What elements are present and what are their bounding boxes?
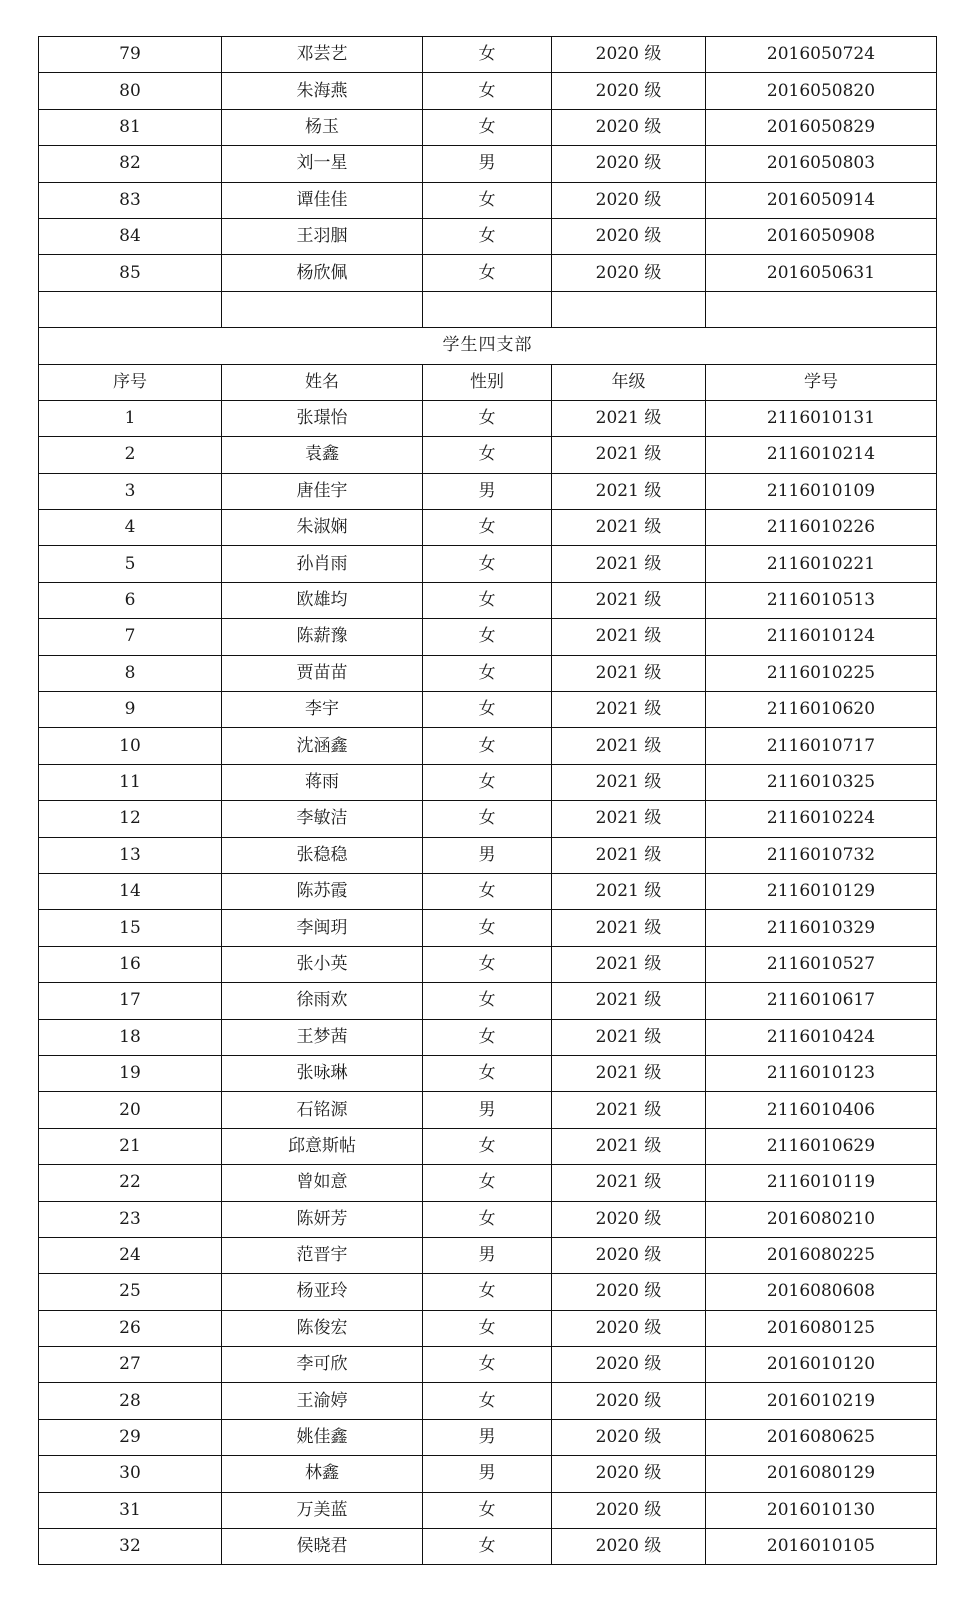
cell-student-id: 2116010629 [706,1128,937,1164]
cell-name: 张小英 [222,946,423,982]
cell-student-id: 2116010424 [706,1019,937,1055]
cell-student-id: 2016010120 [706,1347,937,1383]
section-title: 学生四支部 [39,328,937,364]
cell-name: 张稳稳 [222,837,423,873]
header-row [39,364,937,400]
cell-grade: 2021 级 [552,1128,706,1164]
cell-grade: 2020 级 [552,1310,706,1346]
cell-name: 石铭源 [222,1092,423,1128]
cell-student-id: 2016050914 [706,182,937,218]
cell-index: 85 [39,255,222,291]
cell-name: 陈妍芳 [222,1201,423,1237]
cell-gender: 女 [423,1529,552,1565]
cell-name: 侯晓君 [222,1529,423,1565]
cell-index: 12 [39,801,222,837]
cell-gender: 女 [423,218,552,254]
cell-student-id: 2016080210 [706,1201,937,1237]
cell-name: 陈苏霞 [222,873,423,909]
cell-name: 邓芸艺 [222,37,423,73]
cell-index: 28 [39,1383,222,1419]
cell-name: 杨亚玲 [222,1274,423,1310]
cell-index: 5 [39,546,222,582]
cell-student-id: 2116010527 [706,946,937,982]
cell-index: 80 [39,73,222,109]
table-row [39,1128,937,1164]
cell-name: 朱淑娴 [222,510,423,546]
cell-grade: 2020 级 [552,1529,706,1565]
cell-grade: 2021 级 [552,1055,706,1091]
cell-grade: 2020 级 [552,73,706,109]
cell-index: 18 [39,1019,222,1055]
cell-index: 8 [39,655,222,691]
cell-name: 李闽玥 [222,910,423,946]
cell-gender: 女 [423,255,552,291]
cell-index: 21 [39,1128,222,1164]
header-student-id: 学号 [706,364,937,400]
cell-name: 袁鑫 [222,437,423,473]
table-row [39,619,937,655]
table-row [39,400,937,436]
cell-gender: 女 [423,1492,552,1528]
cell-gender: 女 [423,1128,552,1164]
cell-index: 32 [39,1529,222,1565]
cell-grade: 2020 级 [552,182,706,218]
cell-student-id: 2116010329 [706,910,937,946]
header-index: 序号 [39,364,222,400]
previous-section-rows [39,37,937,292]
table-row [39,1419,937,1455]
cell-gender: 女 [423,510,552,546]
cell-student-id: 2016050803 [706,146,937,182]
cell-student-id: 2016050829 [706,109,937,145]
table-row [39,764,937,800]
cell-index: 23 [39,1201,222,1237]
table-row [39,1310,937,1346]
cell-grade: 2020 级 [552,1237,706,1273]
table-row [39,582,937,618]
table-row [39,1165,937,1201]
cell-index: 4 [39,510,222,546]
cell-gender: 女 [423,764,552,800]
cell-name: 王渝婷 [222,1383,423,1419]
empty-cell [706,291,937,327]
cell-grade: 2020 级 [552,218,706,254]
table-row [39,1274,937,1310]
cell-name: 杨玉 [222,109,423,145]
cell-student-id: 2116010224 [706,801,937,837]
cell-index: 26 [39,1310,222,1346]
cell-student-id: 2116010119 [706,1165,937,1201]
cell-student-id: 2116010513 [706,582,937,618]
cell-name: 万美蓝 [222,1492,423,1528]
cell-grade: 2021 级 [552,764,706,800]
cell-student-id: 2016050631 [706,255,937,291]
cell-index: 83 [39,182,222,218]
cell-index: 2 [39,437,222,473]
cell-index: 15 [39,910,222,946]
cell-name: 李宇 [222,692,423,728]
cell-index: 16 [39,946,222,982]
cell-name: 曾如意 [222,1165,423,1201]
table-row [39,255,937,291]
spacer-row-group [39,291,937,400]
cell-student-id: 2116010221 [706,546,937,582]
table-row [39,837,937,873]
cell-name: 刘一星 [222,146,423,182]
table-row [39,546,937,582]
cell-grade: 2020 级 [552,146,706,182]
cell-index: 19 [39,1055,222,1091]
cell-student-id: 2016080608 [706,1274,937,1310]
cell-grade: 2021 级 [552,619,706,655]
cell-name: 贾苗苗 [222,655,423,691]
cell-name: 欧雄均 [222,582,423,618]
cell-grade: 2021 级 [552,1165,706,1201]
cell-gender: 男 [423,1456,552,1492]
cell-grade: 2020 级 [552,37,706,73]
cell-grade: 2020 级 [552,1419,706,1455]
table-row [39,37,937,73]
table-row [39,655,937,691]
cell-grade: 2021 级 [552,546,706,582]
cell-index: 82 [39,146,222,182]
cell-grade: 2021 级 [552,437,706,473]
empty-cell [423,291,552,327]
cell-index: 79 [39,37,222,73]
table-row [39,1347,937,1383]
cell-gender: 男 [423,837,552,873]
cell-student-id: 2116010123 [706,1055,937,1091]
cell-grade: 2021 级 [552,910,706,946]
cell-gender: 女 [423,1019,552,1055]
table-row [39,510,937,546]
cell-index: 29 [39,1419,222,1455]
cell-grade: 2021 级 [552,873,706,909]
table-row [39,182,937,218]
cell-gender: 男 [423,146,552,182]
table-row [39,218,937,254]
cell-grade: 2021 级 [552,728,706,764]
cell-student-id: 2116010226 [706,510,937,546]
cell-grade: 2021 级 [552,1092,706,1128]
cell-name: 姚佳鑫 [222,1419,423,1455]
table-row [39,910,937,946]
cell-name: 沈涵鑫 [222,728,423,764]
cell-gender: 女 [423,182,552,218]
cell-name: 李敏洁 [222,801,423,837]
table-row [39,1019,937,1055]
cell-student-id: 2116010129 [706,873,937,909]
cell-name: 孙肖雨 [222,546,423,582]
cell-index: 9 [39,692,222,728]
cell-gender: 女 [423,1347,552,1383]
cell-gender: 男 [423,473,552,509]
cell-student-id: 2116010620 [706,692,937,728]
cell-gender: 男 [423,1237,552,1273]
empty-row [39,291,937,327]
cell-index: 30 [39,1456,222,1492]
cell-gender: 女 [423,1310,552,1346]
cell-grade: 2020 级 [552,1274,706,1310]
cell-name: 王羽胭 [222,218,423,254]
cell-student-id: 2116010124 [706,619,937,655]
cell-grade: 2020 级 [552,1456,706,1492]
cell-name: 徐雨欢 [222,983,423,1019]
cell-gender: 女 [423,1165,552,1201]
section-title-row [39,328,937,364]
cell-name: 陈薪豫 [222,619,423,655]
header-grade: 年级 [552,364,706,400]
cell-grade: 2021 级 [552,510,706,546]
cell-index: 3 [39,473,222,509]
cell-student-id: 2016050724 [706,37,937,73]
table-row [39,692,937,728]
cell-index: 81 [39,109,222,145]
cell-grade: 2021 级 [552,801,706,837]
cell-index: 10 [39,728,222,764]
cell-student-id: 2116010732 [706,837,937,873]
member-roster-table [38,36,937,1565]
cell-name: 邱意斯帖 [222,1128,423,1164]
table-row [39,1055,937,1091]
cell-name: 陈俊宏 [222,1310,423,1346]
cell-student-id: 2116010325 [706,764,937,800]
cell-gender: 女 [423,437,552,473]
cell-student-id: 2116010214 [706,437,937,473]
cell-grade: 2020 级 [552,255,706,291]
cell-gender: 女 [423,983,552,1019]
cell-gender: 女 [423,37,552,73]
cell-name: 蒋雨 [222,764,423,800]
cell-gender: 女 [423,910,552,946]
cell-grade: 2021 级 [552,1019,706,1055]
cell-gender: 女 [423,728,552,764]
cell-grade: 2021 级 [552,946,706,982]
cell-gender: 女 [423,655,552,691]
cell-student-id: 2016010105 [706,1529,937,1565]
cell-student-id: 2016010219 [706,1383,937,1419]
empty-cell [39,291,222,327]
cell-name: 范晋宇 [222,1237,423,1273]
cell-index: 84 [39,218,222,254]
cell-index: 1 [39,400,222,436]
table-row [39,473,937,509]
cell-name: 林鑫 [222,1456,423,1492]
cell-name: 张璟怡 [222,400,423,436]
cell-index: 13 [39,837,222,873]
cell-student-id: 2116010617 [706,983,937,1019]
cell-grade: 2020 级 [552,1383,706,1419]
header-gender: 性别 [423,364,552,400]
cell-name: 王梦茜 [222,1019,423,1055]
table-row [39,728,937,764]
table-row [39,109,937,145]
cell-name: 张咏琳 [222,1055,423,1091]
cell-student-id: 2016080129 [706,1456,937,1492]
table-row [39,1237,937,1273]
cell-index: 14 [39,873,222,909]
cell-gender: 女 [423,619,552,655]
table-row [39,946,937,982]
cell-index: 7 [39,619,222,655]
cell-name: 杨欣佩 [222,255,423,291]
cell-gender: 女 [423,1383,552,1419]
cell-student-id: 2116010109 [706,473,937,509]
cell-grade: 2021 级 [552,692,706,728]
cell-student-id: 2016050820 [706,73,937,109]
cell-student-id: 2116010406 [706,1092,937,1128]
header-name: 姓名 [222,364,423,400]
cell-gender: 女 [423,546,552,582]
cell-gender: 女 [423,73,552,109]
table-row [39,983,937,1019]
cell-grade: 2021 级 [552,400,706,436]
cell-student-id: 2016010130 [706,1492,937,1528]
cell-gender: 女 [423,692,552,728]
cell-student-id: 2116010131 [706,400,937,436]
cell-grade: 2020 级 [552,1492,706,1528]
cell-index: 27 [39,1347,222,1383]
table-row [39,1456,937,1492]
cell-student-id: 2016080225 [706,1237,937,1273]
empty-cell [552,291,706,327]
section-rows [39,400,937,1565]
empty-cell [222,291,423,327]
cell-gender: 女 [423,1274,552,1310]
cell-grade: 2021 级 [552,473,706,509]
cell-student-id: 2016080625 [706,1419,937,1455]
cell-index: 25 [39,1274,222,1310]
table-row [39,1383,937,1419]
cell-index: 6 [39,582,222,618]
cell-gender: 女 [423,1055,552,1091]
cell-gender: 女 [423,873,552,909]
cell-name: 唐佳宇 [222,473,423,509]
table-row [39,1201,937,1237]
cell-grade: 2020 级 [552,1201,706,1237]
cell-gender: 女 [423,801,552,837]
cell-gender: 男 [423,1419,552,1455]
cell-grade: 2021 级 [552,655,706,691]
cell-gender: 男 [423,1092,552,1128]
cell-grade: 2021 级 [552,582,706,618]
cell-student-id: 2016050908 [706,218,937,254]
cell-gender: 女 [423,400,552,436]
cell-index: 17 [39,983,222,1019]
cell-index: 31 [39,1492,222,1528]
table-row [39,146,937,182]
cell-name: 朱海燕 [222,73,423,109]
cell-name: 李可欣 [222,1347,423,1383]
cell-index: 22 [39,1165,222,1201]
table-row [39,801,937,837]
cell-index: 11 [39,764,222,800]
table-row [39,873,937,909]
cell-gender: 女 [423,1201,552,1237]
cell-student-id: 2016080125 [706,1310,937,1346]
table-row [39,437,937,473]
cell-index: 24 [39,1237,222,1273]
cell-student-id: 2116010225 [706,655,937,691]
cell-grade: 2021 级 [552,983,706,1019]
table-row [39,1529,937,1565]
cell-grade: 2020 级 [552,1347,706,1383]
cell-gender: 女 [423,582,552,618]
cell-index: 20 [39,1092,222,1128]
cell-grade: 2020 级 [552,109,706,145]
cell-name: 谭佳佳 [222,182,423,218]
table-row [39,1492,937,1528]
cell-gender: 女 [423,946,552,982]
cell-student-id: 2116010717 [706,728,937,764]
table-row [39,73,937,109]
cell-gender: 女 [423,109,552,145]
table-row [39,1092,937,1128]
cell-grade: 2021 级 [552,837,706,873]
